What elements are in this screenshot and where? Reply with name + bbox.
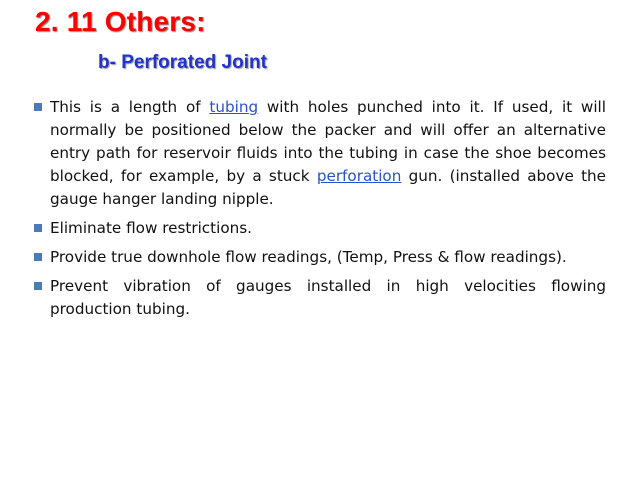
bullet-text: Prevent vibration of gauges installed in high velocities flowing production tubing.: [50, 277, 606, 318]
bullet-square-icon: [34, 253, 42, 261]
bullet-text: Provide true downhole flow readings, (Temp, Press & flow readings).: [50, 248, 567, 266]
tubing-link[interactable]: tubing: [209, 98, 259, 116]
bullet-square-icon: [34, 282, 42, 290]
bullet-item: [34, 96, 606, 211]
bullet-item: [34, 275, 606, 321]
bullet-item: [34, 217, 606, 240]
bullet-text: Eliminate flow restrictions.: [50, 219, 252, 237]
slide-subtitle: b- Perforated Joint: [98, 52, 267, 73]
perforation-link[interactable]: perforation: [316, 167, 402, 185]
bullet-text-part: with holes punched into it. If used, it will normally be positioned below the packer and will offer an alternative entry path for reservoir fluids into the tubing in case the shoe becomes blocked, for example, by a stuck: [50, 98, 606, 185]
bullet-text-part: This is a length of: [50, 98, 210, 116]
slide-title: 2. 11 Others:: [35, 6, 206, 37]
bullet-item: [34, 246, 606, 269]
bullet-list: [34, 96, 606, 327]
bullet-square-icon: [34, 103, 42, 111]
bullet-square-icon: [34, 224, 42, 232]
bullet-text-part: gun. (installed above the gauge hanger landing nipple.: [50, 167, 606, 208]
